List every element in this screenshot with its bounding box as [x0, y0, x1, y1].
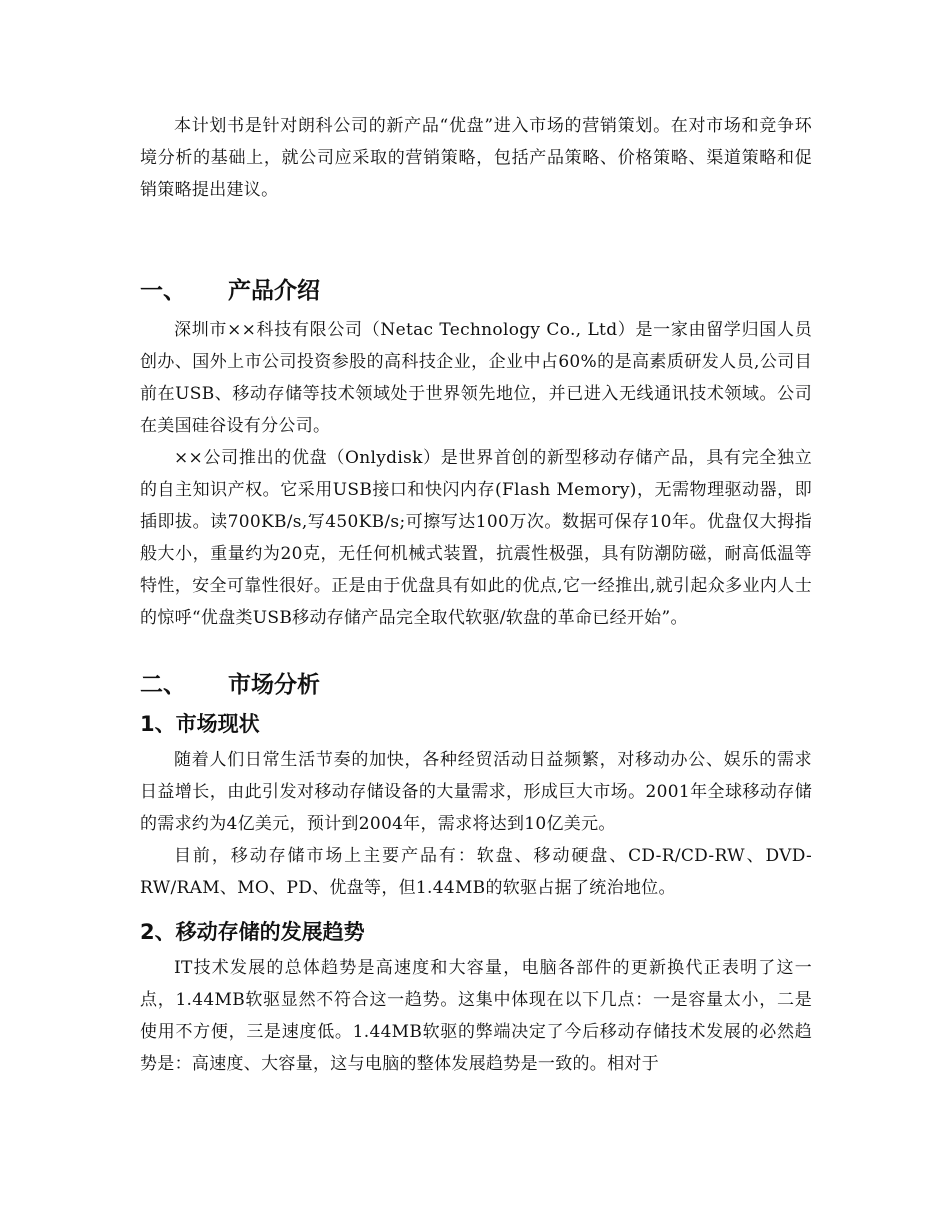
- subsection-heading-storage-trend: 2、移动存储的发展趋势: [140, 920, 365, 944]
- subsection-heading-market-status: 1、市场现状: [140, 712, 260, 736]
- market-demand-paragraph: 随着人们日常生活节奏的加快，各种经贸活动日益频繁，对移动办公、娱乐的需求日益增长，由此引发对移动存储设备的大量需求，形成巨大市场。2001年全球移动存储的需求约为4亿美元，预计到2004年，需求将达到10亿美元。: [140, 750, 812, 834]
- section-title: 市场分析: [228, 672, 320, 698]
- market-products-paragraph: 目前，移动存储市场上主要产品有：软盘、移动硬盘、CD-R/CD-RW、DVD-RW/RAM、MO、PD、优盘等，但1.44MB的软驱占据了统治地位。: [140, 846, 812, 898]
- intro-paragraph: 本计划书是针对朗科公司的新产品“优盘”进入市场的营销策划。在对市场和竞争环境分析的基础上，就公司应采取的营销策略，包括产品策略、价格策略、渠道策略和促销策略提出建议。: [140, 116, 812, 200]
- section-title: 产品介绍: [228, 278, 320, 304]
- section-heading-product-intro: [140, 276, 812, 306]
- section-heading-market-analysis: [140, 670, 812, 700]
- storage-trend-paragraph: IT技术发展的总体趋势是高速度和大容量，电脑各部件的更新换代正表明了这一点，1.44MB软驱显然不符合这一趋势。这集中体现在以下几点：一是容量太小，二是使用不方便，三是速度低。1.44MB软驱的弊端决定了今后移动存储技术发展的必然趋势是：高速度、大容量，这与电脑的整体发展趋势是一致的。相对于: [140, 958, 812, 1074]
- product-intro-paragraph: ××公司推出的优盘（Onlydisk）是世界首创的新型移动存储产品，具有完全独立的自主知识产权。它采用USB接口和快闪内存(Flash Memory)，无需物理驱动器，即插即拔。读700KB/s,写450KB/s;可擦写达100万次。数据可保存10年。优盘仅大拇指般大小，重量约为20克，无任何机械式装置，抗震性极强，具有防潮防磁，耐高低温等特性，安全可靠性很好。正是由于优盘具有如此的优点,它一经推出,就引起众多业内人士的惊呼“优盘类USB移动存储产品完全取代软驱/软盘的革命已经开始”。: [140, 448, 812, 628]
- section-number: 二、: [140, 672, 186, 698]
- company-intro-paragraph: 深圳市××科技有限公司（Netac Technology Co., Ltd）是一家由留学归国人员创办、国外上市公司投资参股的高科技企业，企业中占60%的是高素质研发人员,公司目前在USB、移动存储等技术领域处于世界领先地位，并已进入无线通讯技术领域。公司在美国硅谷设有分公司。: [140, 320, 812, 436]
- section-number: 一、: [140, 278, 186, 304]
- document-page: [140, 110, 812, 1080]
